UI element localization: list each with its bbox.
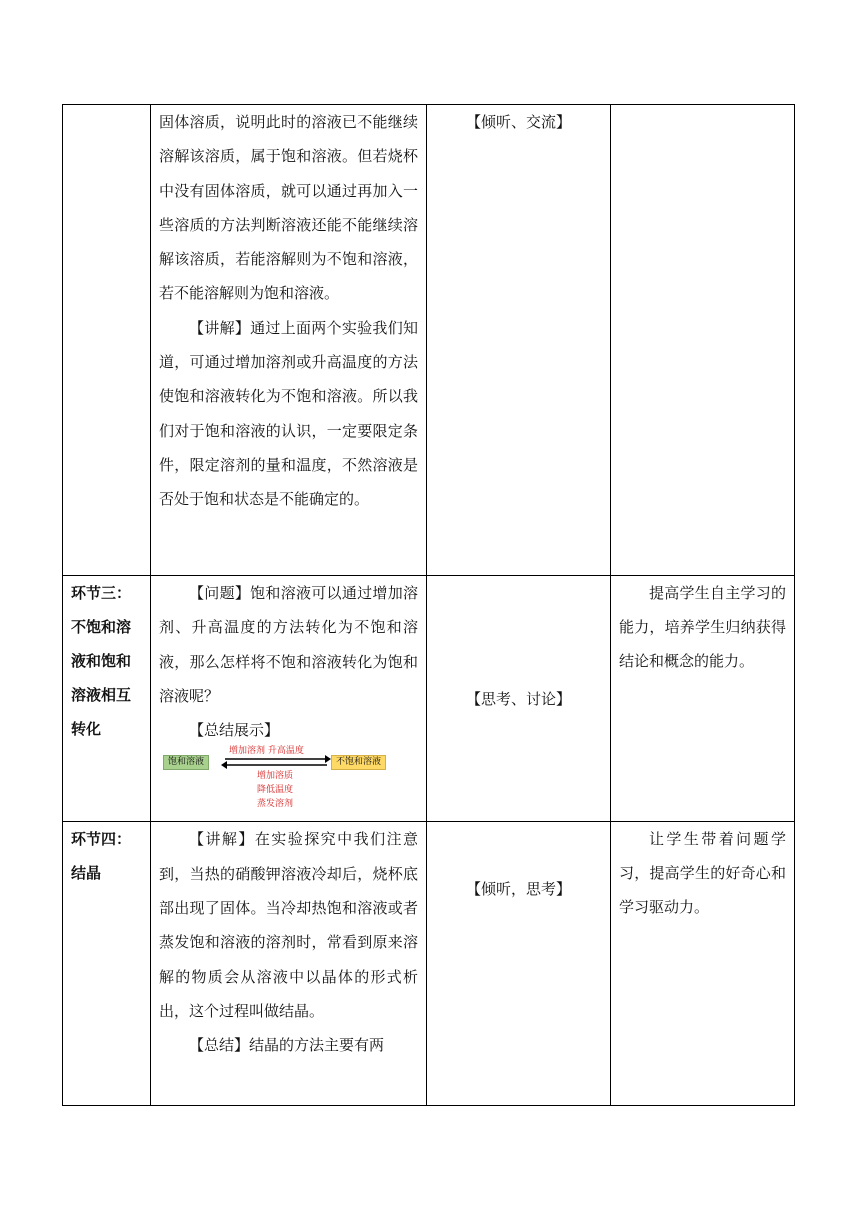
aim-cell [611, 822, 795, 1106]
top-condition-label: 增加溶剂 升高温度 [229, 746, 304, 757]
stage-label: 环节三：不饱和溶液和饱和溶液相互转化 [71, 584, 132, 738]
aim-cell [611, 105, 795, 576]
stage-cell [63, 576, 151, 822]
activity-label: 【倾听，思考】 [465, 880, 571, 899]
bottom-condition-label: 增加溶质 [257, 771, 294, 782]
aim-text: 让学生带着问题学习，提高学生的好奇心和学习驱动力。 [619, 830, 786, 917]
saturated-box: 饱和溶液 [163, 755, 209, 770]
aim-text: 提高学生自主学习的能力，培养学生归纳获得结论和概念的能力。 [619, 584, 786, 670]
content-paragraph: 【讲解】在实验探究中我们注意到，当热的硝酸钾溶液冷却后，烧杯底部出现了固体。当冷却热饱和溶液或者蒸发饱和溶液的溶剂时，常看到原来溶解的物质会从溶液中以晶体的形式析出，这个过程叫做结晶。 [159, 830, 418, 1020]
content-cell [151, 822, 427, 1106]
activity-label: 【倾听、交流】 [465, 113, 571, 131]
stage-cell [63, 105, 151, 576]
content-cell [151, 576, 427, 822]
lesson-plan-table [62, 104, 795, 1106]
content-paragraph: 固体溶质，说明此时的溶液已不能继续溶解该溶质，属于饱和溶液。但若烧杯中没有固体溶质，就可以通过再加入一些溶质的方法判断溶液还能不能继续溶解该溶质，若能溶解则为不饱和溶液，若不能溶解则为饱和溶液。 [159, 113, 418, 303]
activity-cell [427, 576, 611, 822]
bottom-condition-label: 降低温度 [257, 785, 294, 796]
bottom-condition-label: 蒸发溶剂 [257, 799, 294, 810]
content-cell [151, 105, 427, 576]
table-row [63, 576, 795, 822]
activity-cell [427, 822, 611, 1106]
conversion-diagram [159, 746, 418, 821]
stage-label: 环节四：结晶 [71, 830, 132, 883]
content-paragraph: 【总结展示】 [189, 721, 280, 740]
activity-cell [427, 105, 611, 576]
content-paragraph: 【问题】饱和溶液可以通过增加溶剂、升高温度的方法转化为不饱和溶液，那么怎样将不饱和溶液转化为饱和溶液呢？ [159, 584, 418, 705]
activity-label: 【思考、讨论】 [465, 690, 571, 709]
content-paragraph: 【讲解】通过上面两个实验我们知道，可通过增加溶剂或升高温度的方法使饱和溶液转化为不饱和溶液。所以我们对于饱和溶液的认识，一定要限定条件，限定溶剂的量和温度，不然溶液是否处于饱和状态是不能确定的。 [159, 318, 418, 509]
stage-cell [63, 822, 151, 1106]
aim-cell [611, 576, 795, 822]
table-row [63, 105, 795, 576]
table-row [63, 822, 795, 1106]
unsaturated-box: 不饱和溶液 [331, 755, 386, 770]
content-paragraph: 【总结】结晶的方法主要有两 [189, 1036, 385, 1055]
